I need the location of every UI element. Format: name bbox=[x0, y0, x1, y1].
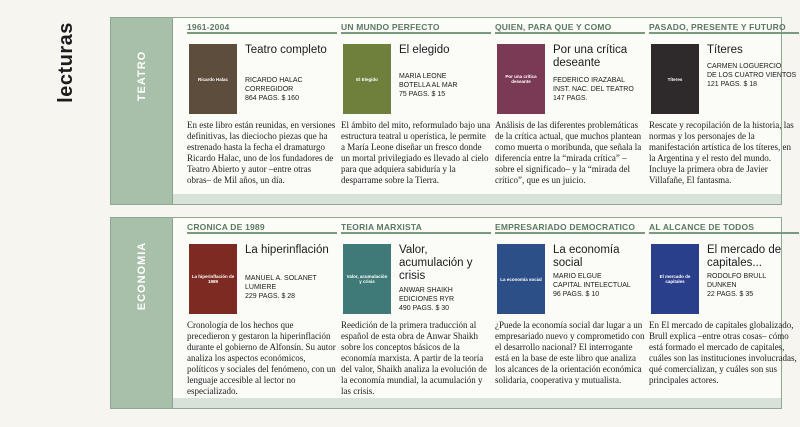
book-cover[interactable] bbox=[651, 244, 699, 314]
book-title[interactable]: Títeres bbox=[707, 44, 743, 56]
book-details: 96 PAGS. $ 10 bbox=[553, 291, 600, 298]
book-entry[interactable] bbox=[495, 22, 645, 200]
book-cover[interactable] bbox=[651, 44, 699, 114]
book-title[interactable]: Por una crítica deseante bbox=[553, 44, 628, 69]
book-author: MARIA LEONE bbox=[399, 73, 447, 80]
book-author: RICARDO HALAC bbox=[245, 77, 303, 84]
book-kicker: CRONICA DE 1989 bbox=[187, 222, 337, 234]
book-cover-text: El mercado de capitales bbox=[659, 274, 691, 284]
book-cover-text: El Elegido bbox=[356, 76, 378, 82]
book-author: FEDERICO IRAZABAL bbox=[553, 77, 625, 84]
book-meta bbox=[399, 286, 493, 313]
book-cover-text: La hiperinflación de 1989 bbox=[191, 274, 235, 284]
book-cover-text: Por una crítica deseante bbox=[505, 74, 537, 84]
book-cover-text: Títeres bbox=[667, 76, 683, 82]
book-review: Cronología de los hechos que precedieron y gestaron la hiperinflación durante el gobierno de Alfonsín. Su autor analiza los aspectos económicos, políticos y sociales del fenómeno, con un lenguaje accesible al lector no especializado. bbox=[187, 320, 336, 396]
book-details: 229 PAGS. $ 28 bbox=[245, 293, 296, 300]
book-cover[interactable] bbox=[189, 244, 237, 314]
book-author: CARMEN LOGUERCIO bbox=[707, 63, 782, 70]
book-details: 147 PAGS. bbox=[553, 95, 588, 102]
book-review: En este libro están reunidas, en versiones definitivas, las dieciocho piezas que ha estrenado hasta la fecha el dramaturgo Ricardo Halac, uno de los fundadores de Teatro Abierto y autor –entre otras obras– de Mil años, un día. bbox=[187, 120, 336, 185]
book-meta bbox=[399, 72, 493, 99]
book-cover-text: La economía social bbox=[500, 276, 542, 282]
book-meta bbox=[707, 62, 800, 89]
book-entry[interactable] bbox=[649, 22, 799, 200]
book-kicker: PASADO, PRESENTE Y FUTURO bbox=[649, 22, 799, 34]
book-publisher: CORREGIDOR bbox=[245, 86, 294, 93]
section-tab bbox=[111, 218, 173, 408]
book-cover-text: Ricardo Halac bbox=[197, 76, 228, 82]
book-title[interactable]: Teatro completo bbox=[245, 44, 327, 56]
book-author: RODOLFO BRULL bbox=[707, 273, 767, 280]
book-entry[interactable] bbox=[341, 22, 491, 200]
book-publisher: EDICIONES RYR bbox=[399, 296, 455, 303]
section-heading bbox=[48, 14, 84, 110]
book-entry[interactable] bbox=[495, 222, 645, 404]
book-review: Reedición de la primera traducción al español de esta obra de Anwar Shaikh sobre los conceptos básicos de la economía marxista. A partir de la teoría del valor, Shaikh analiza la evolución de la economía mundial, la acumulación y las crisis. bbox=[341, 320, 487, 396]
teatro-section bbox=[110, 17, 797, 205]
book-cover[interactable] bbox=[497, 244, 545, 314]
book-details: 864 PAGS. $ 160 bbox=[245, 95, 299, 102]
book-details: 121 PAGS. $ 18 bbox=[707, 81, 758, 88]
section-tab bbox=[111, 18, 173, 204]
book-cover[interactable] bbox=[497, 44, 545, 114]
book-cover[interactable] bbox=[343, 244, 391, 314]
book-kicker: EMPRESARIADO DEMOCRATICO bbox=[495, 222, 645, 234]
book-entry[interactable] bbox=[187, 22, 337, 200]
book-meta bbox=[553, 76, 647, 103]
book-review: Análisis de las diferentes problemáticas de la crítica actual, que muchos plantean como muerta o moribunda, que señala la diferencia entre la “mirada crítica” –sobre el significado– y la “mirada del crítico”, que es un juicio. bbox=[495, 120, 642, 185]
economia-section bbox=[110, 217, 797, 409]
section-tab-label: ECONOMIA bbox=[135, 241, 148, 311]
book-publisher: BOTELLA AL MAR bbox=[399, 82, 458, 89]
book-cover[interactable] bbox=[189, 44, 237, 114]
book-publisher: LUMIERE bbox=[245, 284, 277, 291]
book-review: ¿Puede la economía social dar lugar a un empresariado nuevo y comprometido con el desarrollo nacional? El interrogante está en la base de este libro que analiza los alcances de la orientación económica solidaria, cooperativa y mutualista. bbox=[495, 320, 645, 385]
book-meta bbox=[245, 274, 339, 301]
book-kicker: QUIEN, PARA QUE Y COMO bbox=[495, 22, 645, 34]
book-kicker: TEORIA MARXISTA bbox=[341, 222, 491, 234]
book-title[interactable]: La economía social bbox=[553, 244, 620, 269]
book-meta bbox=[553, 272, 647, 299]
book-publisher: CAPITAL INTELECTUAL bbox=[553, 282, 631, 289]
book-entry[interactable] bbox=[649, 222, 799, 404]
section-heading-text: lecturas bbox=[54, 21, 77, 103]
book-author: ANWAR SHAIKH bbox=[399, 287, 453, 294]
book-kicker: 1961-2004 bbox=[187, 22, 337, 34]
book-cover[interactable] bbox=[343, 44, 391, 114]
book-kicker: UN MUNDO PERFECTO bbox=[341, 22, 491, 34]
book-title[interactable]: El elegido bbox=[399, 44, 450, 56]
book-title[interactable]: Valor, acumulación y crisis bbox=[399, 244, 473, 282]
book-meta bbox=[707, 272, 800, 299]
book-kicker: AL ALCANCE DE TODOS bbox=[649, 222, 799, 234]
book-entry[interactable] bbox=[341, 222, 491, 404]
book-publisher: DE LOS CUATRO VIENTOS bbox=[707, 72, 797, 79]
book-review: El ámbito del mito, reformulado bajo una estructura teatral u operística, le permite a María Leone diseñar un fresco donde un mortal privilegiado es llevado al cielo para que adquiera sabiduría y la desparrame sobre la Tierra. bbox=[341, 120, 491, 185]
book-author: MARIO ELGUE bbox=[553, 273, 602, 280]
section-tab-label: TEATRO bbox=[135, 50, 148, 102]
book-details: 75 PAGS. $ 15 bbox=[399, 91, 446, 98]
book-title[interactable]: El mercado de capitales... bbox=[707, 244, 782, 269]
book-author: MANUEL A. SOLANET bbox=[245, 275, 317, 282]
book-cover-text: Valor, acumulación y crisis bbox=[346, 274, 388, 284]
book-review: Rescate y recopilación de la historia, las normas y los personajes de la manifestación artística de los títeres, en la Argentina y el resto del mundo. Incluye la primera obra de Javier Villafañe, El fantasma. bbox=[649, 120, 794, 185]
book-details: 22 PAGS. $ 35 bbox=[707, 291, 754, 298]
book-publisher: INST. NAC. DEL TEATRO bbox=[553, 86, 634, 93]
book-details: 490 PAGS. $ 30 bbox=[399, 305, 450, 312]
book-meta bbox=[245, 76, 339, 103]
book-title[interactable]: La hiperinflación bbox=[245, 244, 329, 256]
book-entry[interactable] bbox=[187, 222, 337, 404]
book-review: En El mercado de capitales globalizado, Brull explica –entre otras cosas– cómo está formado el mercado de capitales, cuáles son las instituciones involucradas, qué comercializan, y cuáles son sus principales actores. bbox=[649, 320, 797, 385]
book-publisher: DUNKEN bbox=[707, 282, 737, 289]
